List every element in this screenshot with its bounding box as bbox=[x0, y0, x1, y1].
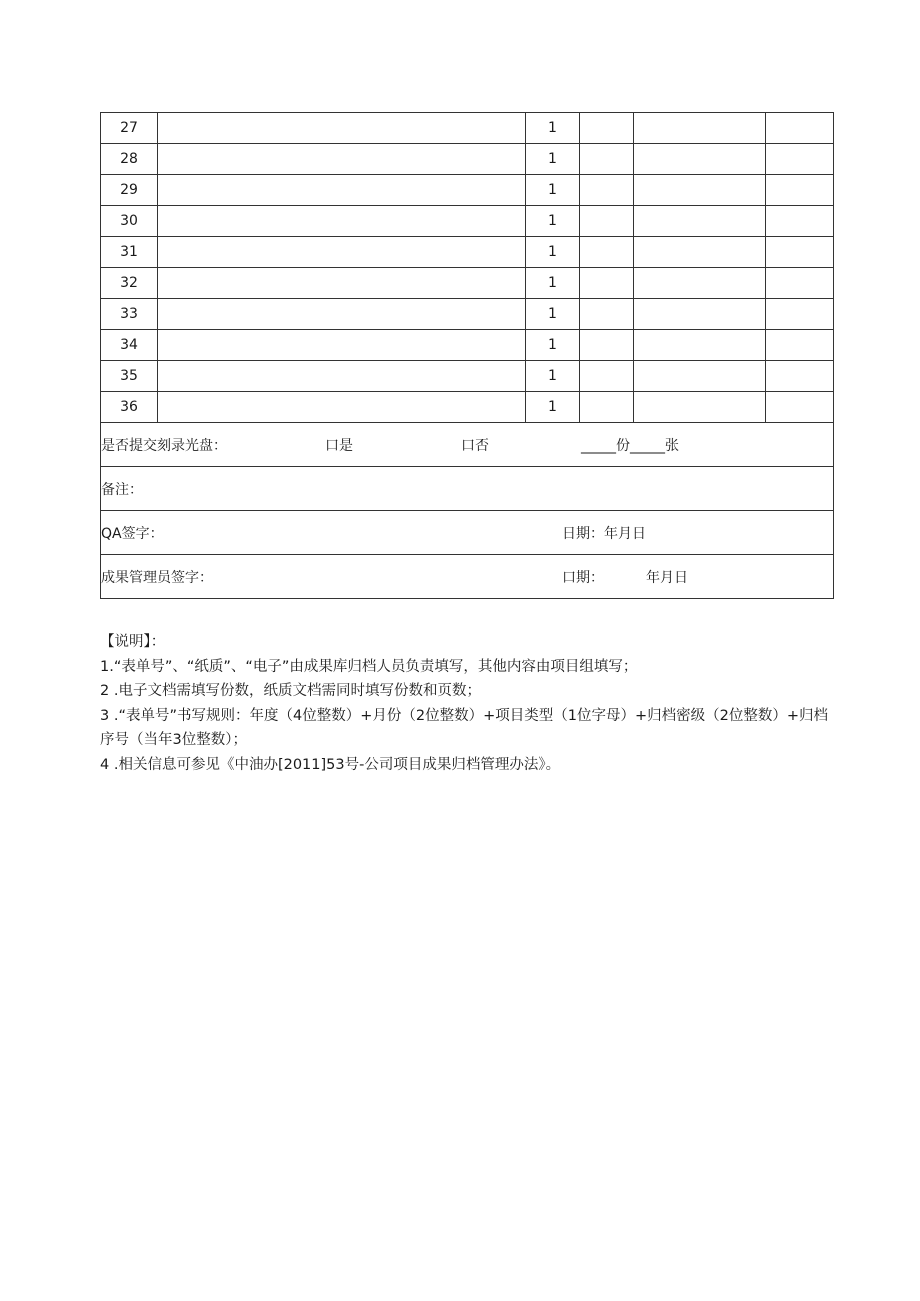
manager-signature-label: 成果管理员签字： bbox=[101, 569, 213, 586]
electronic-cell bbox=[766, 237, 834, 268]
notes-section bbox=[100, 630, 830, 777]
row-number: 29 bbox=[101, 175, 158, 206]
form-number-cell bbox=[634, 330, 766, 361]
copies-cell: 1 bbox=[526, 392, 580, 423]
title-cell bbox=[158, 113, 526, 144]
electronic-cell bbox=[766, 268, 834, 299]
paper-cell bbox=[580, 113, 634, 144]
electronic-cell bbox=[766, 392, 834, 423]
row-number: 32 bbox=[101, 268, 158, 299]
copies-cell: 1 bbox=[526, 268, 580, 299]
disc-label: 是否提交刻录光盘： bbox=[101, 437, 227, 454]
table-row bbox=[101, 175, 834, 206]
manager-date-label: 口期： bbox=[562, 569, 604, 586]
table-row bbox=[101, 113, 834, 144]
table-row bbox=[101, 237, 834, 268]
note-item: 2 .电子文档需填写份数，纸质文档需同时填写份数和页数； bbox=[100, 683, 481, 699]
remarks-label: 备注： bbox=[101, 481, 143, 498]
row-number: 35 bbox=[101, 361, 158, 392]
table-row bbox=[101, 268, 834, 299]
electronic-cell bbox=[766, 299, 834, 330]
row-number: 27 bbox=[101, 113, 158, 144]
row-number: 34 bbox=[101, 330, 158, 361]
archive-list-table bbox=[100, 112, 834, 599]
electronic-cell bbox=[766, 113, 834, 144]
electronic-cell bbox=[766, 330, 834, 361]
table-row bbox=[101, 206, 834, 237]
qa-date-label: 日期：年月日 bbox=[562, 525, 646, 542]
title-cell bbox=[158, 299, 526, 330]
note-item: 1.“表单号”、“纸质”、“电子”由成果库归档人员负责填写，其他内容由项目组填写； bbox=[100, 658, 638, 675]
manager-date-value: 年月日 bbox=[646, 569, 688, 586]
paper-cell bbox=[580, 392, 634, 423]
copies-cell: 1 bbox=[526, 144, 580, 175]
form-number-cell bbox=[634, 299, 766, 330]
paper-cell bbox=[580, 206, 634, 237]
table-row bbox=[101, 299, 834, 330]
row-number: 30 bbox=[101, 206, 158, 237]
disc-submission-row bbox=[101, 423, 834, 467]
table-row bbox=[101, 144, 834, 175]
form-number-cell bbox=[634, 144, 766, 175]
paper-cell bbox=[580, 299, 634, 330]
paper-cell bbox=[580, 268, 634, 299]
title-cell bbox=[158, 206, 526, 237]
electronic-cell bbox=[766, 361, 834, 392]
form-number-cell bbox=[634, 113, 766, 144]
paper-cell bbox=[580, 144, 634, 175]
qa-signature-row bbox=[101, 511, 834, 555]
copies-cell: 1 bbox=[526, 237, 580, 268]
form-number-cell bbox=[634, 392, 766, 423]
disc-yes-checkbox[interactable]: 口是 bbox=[325, 437, 353, 454]
form-number-cell bbox=[634, 206, 766, 237]
copies-cell: 1 bbox=[526, 113, 580, 144]
table-row bbox=[101, 392, 834, 423]
electronic-cell bbox=[766, 144, 834, 175]
notes-title: 【说明】： bbox=[100, 634, 166, 650]
copies-cell: 1 bbox=[526, 361, 580, 392]
title-cell bbox=[158, 330, 526, 361]
copies-cell: 1 bbox=[526, 206, 580, 237]
row-number: 33 bbox=[101, 299, 158, 330]
note-item: 4 .相关信息可参见《中油办[2011]53号-公司项目成果归档管理办法》。 bbox=[100, 756, 561, 773]
table-row bbox=[101, 330, 834, 361]
copies-cell: 1 bbox=[526, 330, 580, 361]
title-cell bbox=[158, 392, 526, 423]
table-row bbox=[101, 361, 834, 392]
row-number: 31 bbox=[101, 237, 158, 268]
row-number: 36 bbox=[101, 392, 158, 423]
form-number-cell bbox=[634, 175, 766, 206]
manager-signature-row bbox=[101, 555, 834, 599]
row-number: 28 bbox=[101, 144, 158, 175]
form-number-cell bbox=[634, 237, 766, 268]
title-cell bbox=[158, 268, 526, 299]
disc-copies-field[interactable]: _____份_____张 bbox=[581, 437, 679, 454]
form-number-cell bbox=[634, 268, 766, 299]
paper-cell bbox=[580, 237, 634, 268]
disc-no-checkbox[interactable]: 口否 bbox=[461, 437, 489, 454]
copies-cell: 1 bbox=[526, 175, 580, 206]
paper-cell bbox=[580, 330, 634, 361]
title-cell bbox=[158, 237, 526, 268]
title-cell bbox=[158, 361, 526, 392]
title-cell bbox=[158, 144, 526, 175]
form-number-cell bbox=[634, 361, 766, 392]
note-item: 3 .“表单号”书写规则：年度（4位整数）+月份（2位整数）+项目类型（1位字母）+归档密级（2位整数）+归档序号（当年3位整数）； bbox=[100, 707, 828, 748]
electronic-cell bbox=[766, 206, 834, 237]
title-cell bbox=[158, 175, 526, 206]
paper-cell bbox=[580, 361, 634, 392]
electronic-cell bbox=[766, 175, 834, 206]
paper-cell bbox=[580, 175, 634, 206]
remarks-row bbox=[101, 467, 834, 511]
copies-cell: 1 bbox=[526, 299, 580, 330]
qa-signature-label: QA签字： bbox=[101, 525, 164, 542]
